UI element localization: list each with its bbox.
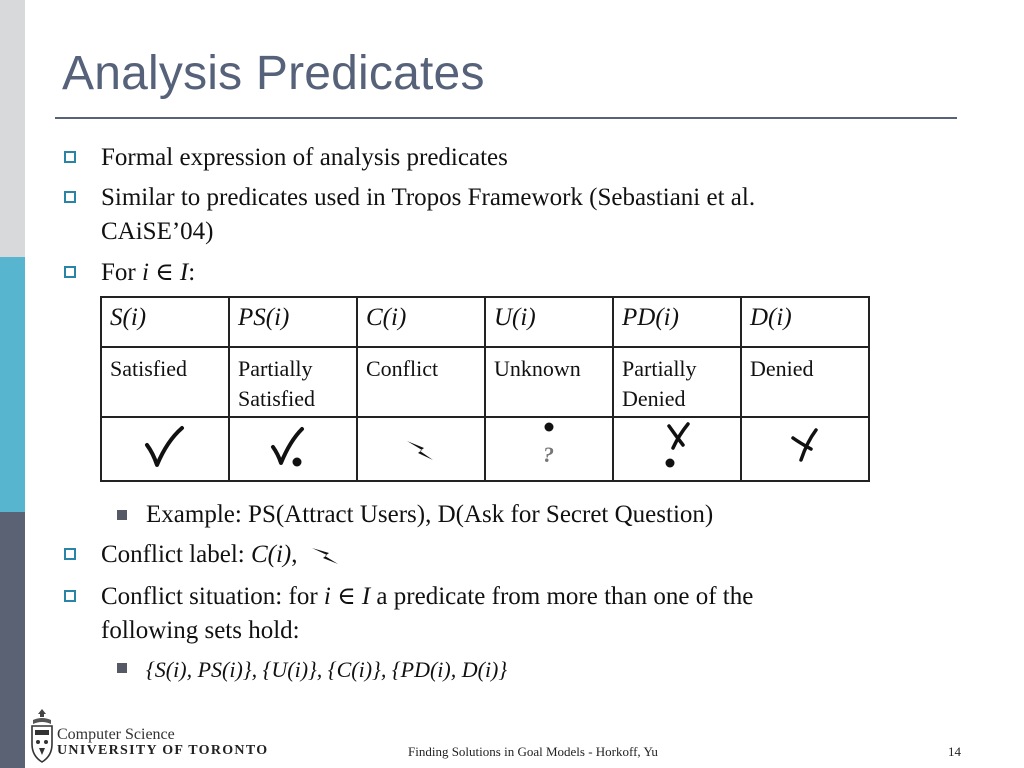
- predicate-cell: PD(i): [613, 297, 741, 347]
- footer-citation: Finding Solutions in Goal Models - Horkoff, Yu: [408, 744, 658, 759]
- conflict-situation-rest: a predicate from more than one of the: [370, 583, 754, 610]
- conflict-icon: [396, 421, 446, 471]
- partial-check-icon: [265, 421, 321, 471]
- meaning-line: Satisfied: [238, 386, 315, 411]
- sidebar-band-slate: [0, 512, 25, 768]
- bullet-marker-icon: [64, 590, 76, 602]
- title-divider: [55, 117, 957, 119]
- for-prefix: For: [101, 259, 142, 286]
- bullet-text-line2: CAiSE’04): [101, 218, 214, 245]
- meaning-cell: [357, 347, 485, 417]
- predicate-cell: S(i): [101, 297, 229, 347]
- sub-bullet-text: Example: PS(Attract Users), D(Ask for Secret Question): [146, 501, 714, 528]
- conflict-label-suffix: ,: [291, 541, 298, 568]
- sub-bullet-marker-icon: [117, 663, 127, 673]
- bullet-text: [101, 256, 195, 290]
- meaning-cell: [613, 347, 741, 417]
- bullet-marker-icon: [64, 191, 76, 203]
- symbol-row: [101, 417, 869, 481]
- meaning-cell: [741, 347, 869, 417]
- conflict-situation-variable: i ∈ I: [323, 583, 371, 610]
- symbol-cell: [229, 417, 357, 481]
- bullet-marker-icon: [64, 266, 76, 278]
- symbol-cell: [357, 417, 485, 481]
- page-number: 14: [948, 744, 961, 759]
- meaning-row: [101, 347, 869, 417]
- bullet-text: Formal expression of analysis predicates: [101, 144, 508, 171]
- sidebar-decoration: [0, 0, 25, 768]
- symbol-cell: [741, 417, 869, 481]
- predicate-cell: C(i): [357, 297, 485, 347]
- denied-icon: [780, 421, 830, 471]
- meaning-line: Denied: [622, 386, 686, 411]
- bullet-marker-icon: [64, 151, 76, 163]
- sidebar-band-grey: [0, 0, 25, 257]
- meaning-cell: [485, 347, 613, 417]
- predicate-table: [100, 296, 870, 482]
- symbol-cell: [613, 417, 741, 481]
- conflict-label-prefix: Conflict label:: [101, 541, 251, 568]
- bullet-text-line1: [101, 580, 753, 614]
- meaning-line: Conflict: [366, 356, 439, 381]
- meaning-line: Partially: [238, 356, 313, 381]
- meaning-line: Denied: [750, 356, 814, 381]
- predicate-cell: PS(i): [229, 297, 357, 347]
- org-department: Computer Science: [57, 726, 175, 743]
- sub-bullet-text: {S(i), PS(i)}, {U(i)}, {C(i)}, {PD(i), D(i)}: [146, 657, 508, 682]
- check-icon: [140, 421, 190, 471]
- bullet-marker-icon: [64, 548, 76, 560]
- meaning-line: Partially: [622, 356, 697, 381]
- meaning-cell: [229, 347, 357, 417]
- unknown-icon: [529, 418, 569, 474]
- partial-denied-icon: [652, 418, 702, 474]
- predicate-cell: D(i): [741, 297, 869, 347]
- predicate-header-row: [101, 297, 869, 347]
- sub-bullet-marker-icon: [117, 510, 127, 520]
- conflict-icon: [310, 542, 340, 566]
- predicate-cell: U(i): [485, 297, 613, 347]
- bullet-text-line2: following sets hold:: [101, 617, 300, 644]
- for-suffix: :: [188, 259, 196, 286]
- bullet-text: [101, 538, 340, 572]
- sidebar-band-teal: [0, 257, 25, 512]
- meaning-cell: [101, 347, 229, 417]
- svg-text:?: ?: [543, 442, 554, 467]
- meaning-line: Satisfied: [110, 356, 187, 381]
- crest-icon: [30, 708, 54, 766]
- symbol-cell: [101, 417, 229, 481]
- org-university: UNIVERSITY OF TORONTO: [57, 743, 269, 758]
- symbol-cell: [485, 417, 613, 481]
- for-variable: i ∈ I: [141, 259, 189, 286]
- bullet-text-line1: Similar to predicates used in Tropos Framework (Sebastiani et al.: [101, 184, 756, 211]
- slide-title: Analysis Predicates: [62, 47, 485, 100]
- meaning-line: Unknown: [494, 356, 581, 381]
- conflict-label-variable: C(i): [250, 541, 292, 568]
- conflict-situation-prefix: Conflict situation: for: [101, 583, 324, 610]
